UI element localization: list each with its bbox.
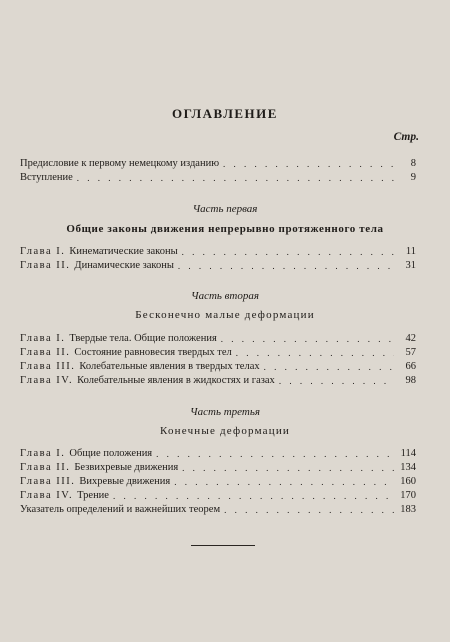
toc-entry-label: Глава III. Вихревые движения bbox=[20, 476, 171, 487]
part-title: Общие законы движения непрерывно протяженного тела bbox=[66, 223, 384, 235]
dot-leader bbox=[77, 171, 394, 185]
toc-entry-label: Вступление bbox=[20, 172, 73, 183]
dot-leader bbox=[224, 503, 394, 517]
toc-entry-page: 160 bbox=[400, 476, 416, 487]
toc-entry-label: Глава III. Колебательные явления в твердых телах bbox=[20, 361, 260, 372]
part-label: Часть первая bbox=[192, 203, 258, 215]
toc-chapter-entry[interactable] bbox=[20, 447, 416, 461]
toc-entry-page: 57 bbox=[405, 347, 416, 358]
toc-chapter-entry[interactable] bbox=[20, 245, 416, 259]
toc-entry-page: 66 bbox=[405, 361, 416, 372]
toc-chapter-entry[interactable] bbox=[20, 259, 416, 273]
dot-leader bbox=[279, 374, 394, 388]
dot-leader bbox=[182, 245, 394, 259]
dot-leader bbox=[223, 157, 394, 171]
dot-leader bbox=[156, 447, 394, 461]
toc-entry-label: Глава II. Динамические законы bbox=[20, 260, 174, 271]
toc-entry-page: 98 bbox=[405, 375, 416, 386]
toc-entry-label: Глава II. Безвихревые движения bbox=[20, 462, 179, 473]
toc-entry-page: 9 bbox=[410, 172, 416, 183]
toc-entry-page: 8 bbox=[410, 158, 416, 169]
part-label: Часть третья bbox=[190, 406, 260, 418]
toc-entry-index[interactable] bbox=[20, 503, 416, 517]
closing-rule bbox=[191, 545, 255, 546]
dot-leader bbox=[174, 475, 394, 489]
toc-entry-page: 31 bbox=[405, 260, 416, 271]
toc-entry-page: 42 bbox=[405, 333, 416, 344]
part-title: Бесконечно малые деформации bbox=[135, 309, 315, 321]
dot-leader bbox=[182, 461, 394, 475]
part-label: Часть вторая bbox=[191, 290, 259, 302]
toc-chapter-entry[interactable] bbox=[20, 332, 416, 346]
toc-entry-label: Глава I. Кинематические законы bbox=[20, 246, 178, 257]
dot-leader bbox=[236, 346, 394, 360]
toc-entry-page: 183 bbox=[400, 504, 416, 515]
toc-entry-label: Глава II. Состояние равновесия твердых тел bbox=[20, 347, 232, 358]
toc-chapter-entry[interactable] bbox=[20, 346, 416, 360]
dot-leader bbox=[113, 489, 394, 503]
page-column-header: Стр. bbox=[393, 131, 419, 143]
toc-entry-label: Предисловие к первому немецкому изданию bbox=[20, 158, 220, 169]
toc-entry-intro[interactable] bbox=[20, 171, 416, 185]
toc-chapter-entry[interactable] bbox=[20, 360, 416, 374]
toc-entry-label: Глава IV. Трение bbox=[20, 490, 109, 501]
toc-entry-page: 114 bbox=[400, 448, 416, 459]
toc-chapter-entry[interactable] bbox=[20, 461, 416, 475]
dot-leader bbox=[178, 259, 394, 273]
toc-entry-label: Глава I. Твердые тела. Общие положения bbox=[20, 333, 217, 344]
toc-entry-label: Глава IV. Колебательные явления в жидкостях и газах bbox=[20, 375, 275, 386]
toc-entry-preface[interactable] bbox=[20, 157, 416, 171]
toc-entry-page: 11 bbox=[405, 246, 416, 257]
dot-leader bbox=[221, 332, 394, 346]
toc-chapter-entry[interactable] bbox=[20, 374, 416, 388]
dot-leader bbox=[264, 360, 394, 374]
toc-entry-page: 134 bbox=[400, 462, 416, 473]
part-title: Конечные деформации bbox=[159, 425, 291, 437]
toc-chapter-entry[interactable] bbox=[20, 475, 416, 489]
toc-chapter-entry[interactable] bbox=[20, 489, 416, 503]
page-title: ОГЛАВЛЕНИЕ bbox=[172, 106, 278, 121]
toc-entry-page: 170 bbox=[400, 490, 416, 501]
toc-entry-label: Указатель определений и важнейших теорем bbox=[20, 504, 221, 515]
toc-entry-label: Глава I. Общие положения bbox=[20, 448, 153, 459]
